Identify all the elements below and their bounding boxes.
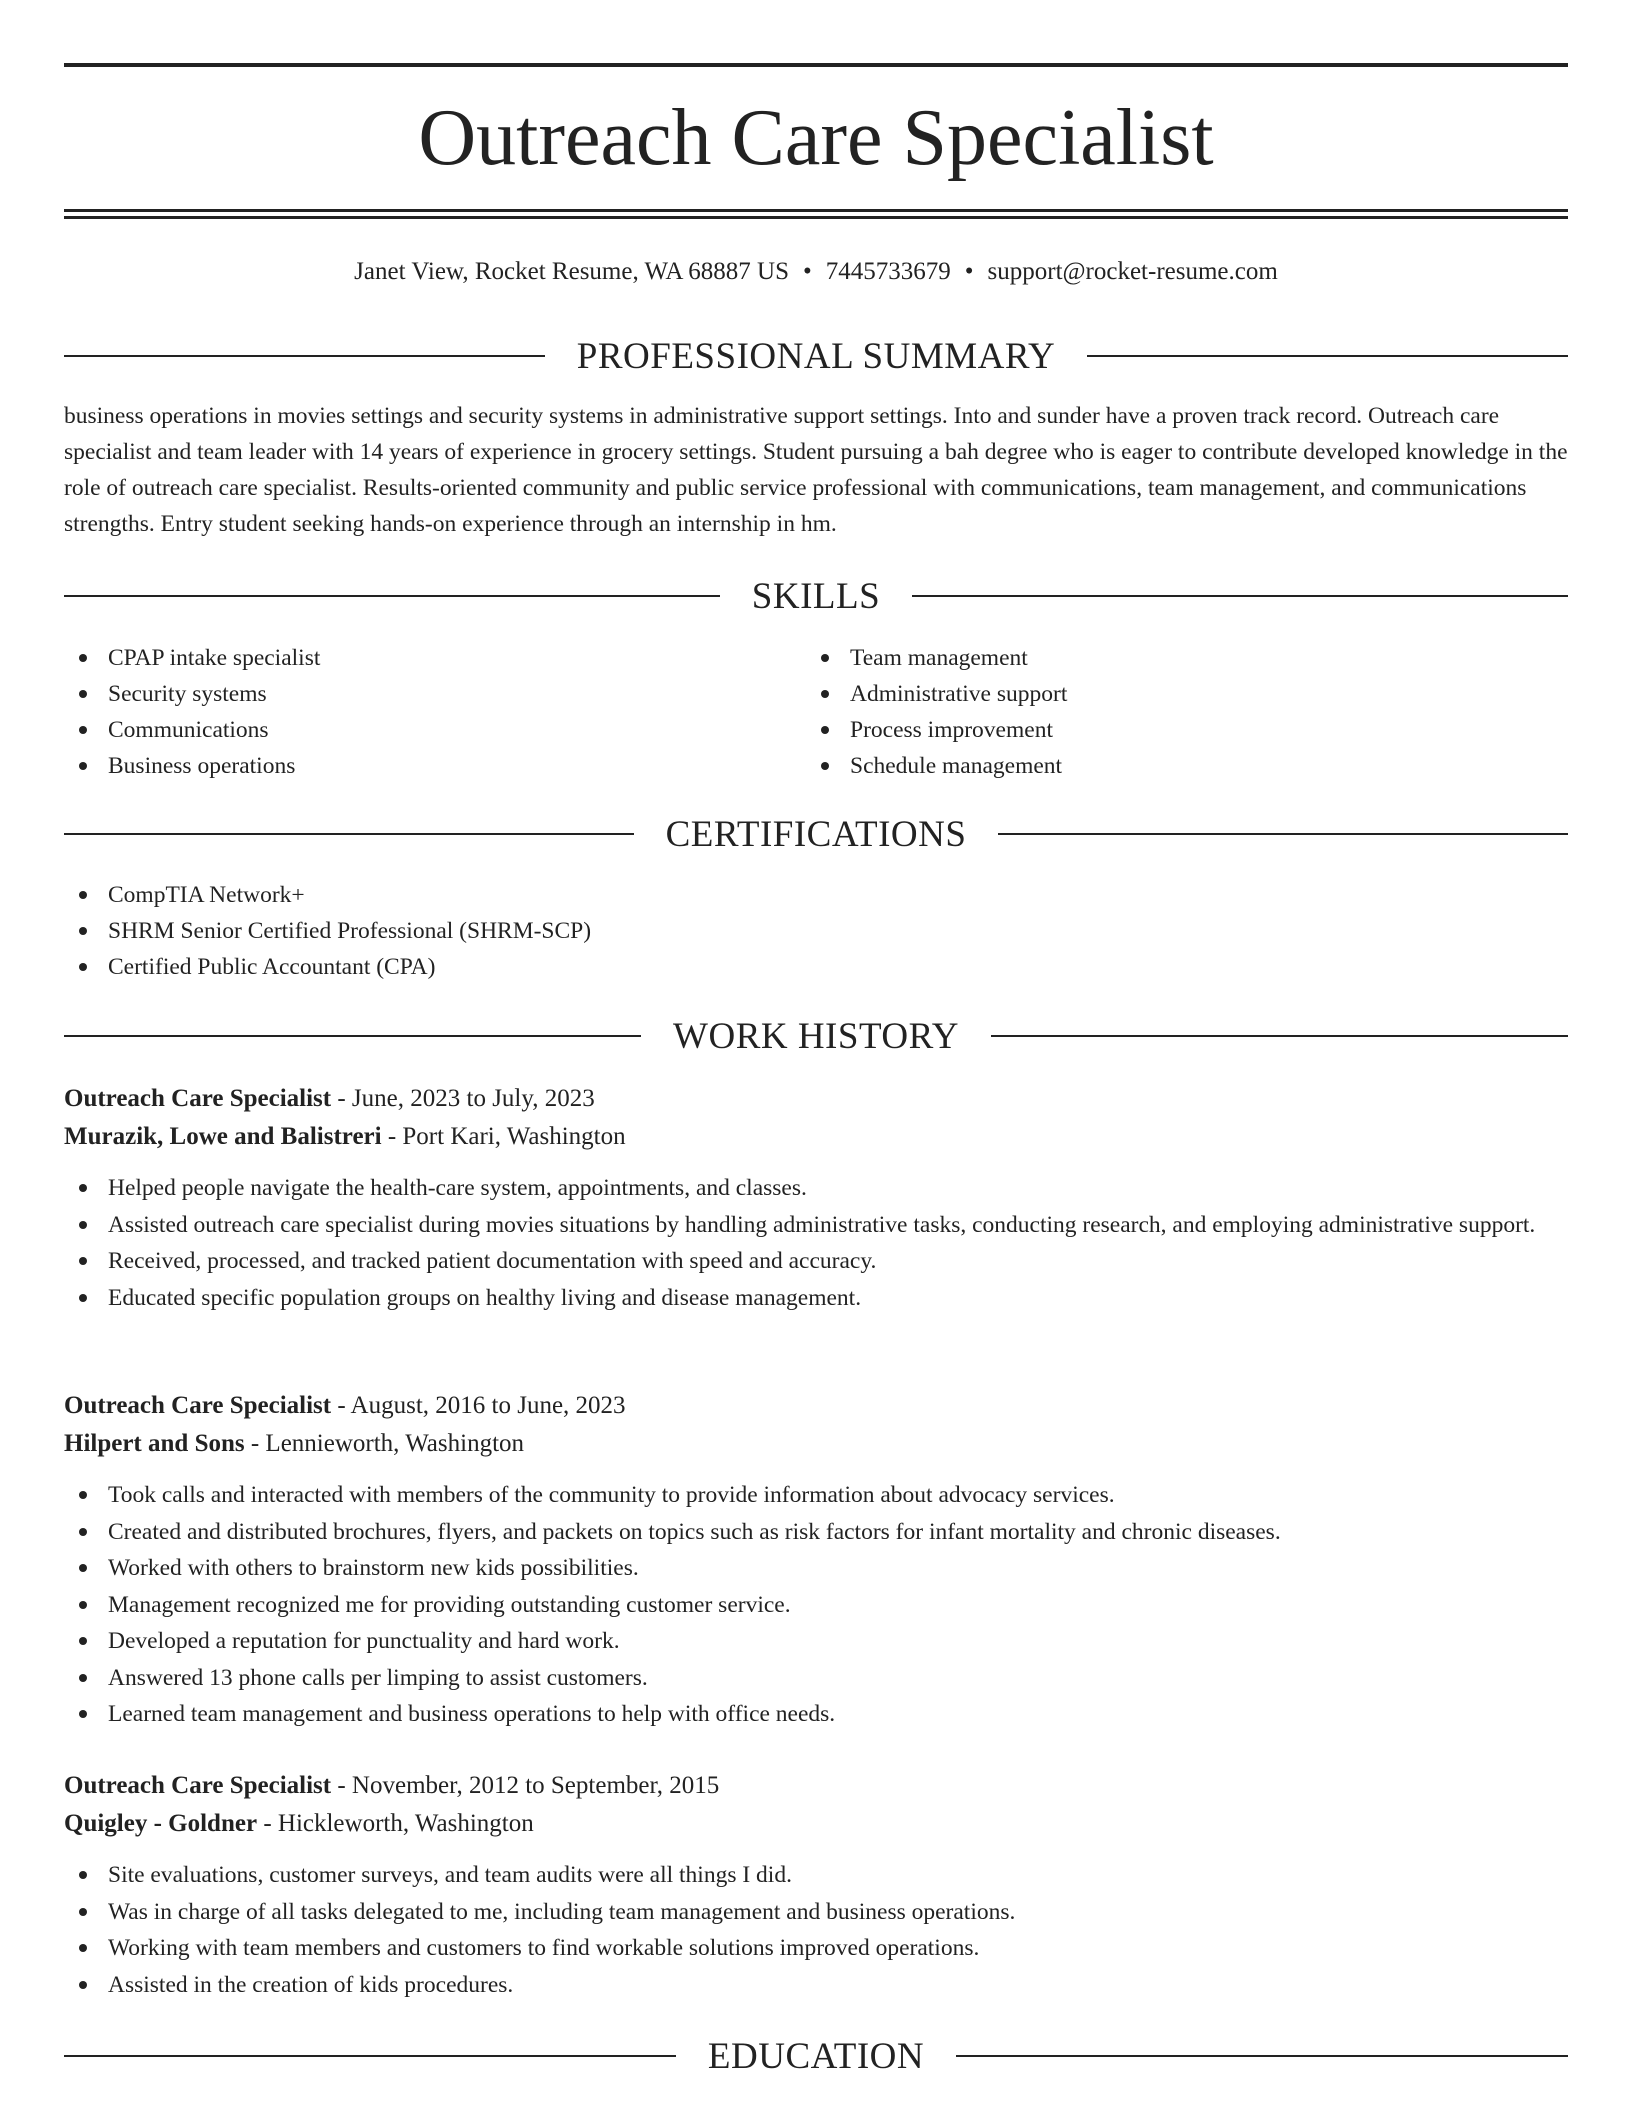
section-title: PROFESSIONAL SUMMARY — [576, 335, 1056, 377]
section-heading-education — [64, 2031, 1568, 2081]
divider — [991, 1035, 1568, 1037]
separator: • — [964, 258, 974, 285]
top-rule — [64, 63, 1568, 67]
job-entry — [64, 1767, 1568, 2003]
skills-list-right — [806, 640, 1546, 784]
job-duty: Working with team members and customers to find workable solutions improved operations. — [64, 1930, 1568, 1967]
section-heading-summary — [64, 331, 1568, 381]
job-duty: Management recognized me for providing outstanding customer service. — [64, 1587, 1568, 1624]
skill-item: Business operations — [64, 748, 804, 784]
job-entry — [64, 1387, 1568, 1733]
section-title: SKILLS — [751, 575, 881, 617]
section-heading-certifications — [64, 809, 1568, 859]
section-title: CERTIFICATIONS — [665, 813, 967, 855]
job-duty: Answered 13 phone calls per limping to assist customers. — [64, 1660, 1568, 1697]
job-title: Outreach Care Specialist — [64, 1392, 332, 1419]
section-heading-work-history — [64, 1011, 1568, 1061]
divider — [998, 833, 1568, 835]
skill-item: Administrative support — [806, 676, 1546, 712]
phone: 7445733679 — [825, 258, 951, 285]
job-title-line — [64, 1767, 1568, 1805]
job-entry — [64, 1080, 1568, 1316]
divider — [64, 833, 634, 835]
job-title: Outreach Care Specialist — [64, 1772, 332, 1799]
job-location: - Lennieworth, Washington — [244, 1430, 525, 1457]
job-duty: Educated specific population groups on healthy living and disease management. — [64, 1280, 1568, 1317]
job-company-line — [64, 1425, 1568, 1463]
company-name: Quigley - Goldner — [64, 1810, 258, 1837]
contact-info — [64, 254, 1568, 290]
job-company-line — [64, 1805, 1568, 1843]
job-title-line — [64, 1080, 1568, 1118]
job-duty: Was in charge of all tasks delegated to me, including team management and business operations. — [64, 1894, 1568, 1931]
separator: • — [802, 258, 812, 285]
job-duties-list — [64, 1857, 1568, 2003]
job-dates: - August, 2016 to June, 2023 — [331, 1392, 626, 1419]
job-duty: Received, processed, and tracked patient documentation with speed and accuracy. — [64, 1243, 1568, 1280]
company-name: Murazik, Lowe and Balistreri — [64, 1123, 382, 1150]
page-title: Outreach Care Specialist — [418, 94, 1214, 182]
divider — [956, 2055, 1568, 2057]
skill-item: Schedule management — [806, 748, 1546, 784]
skill-item: Communications — [64, 712, 804, 748]
job-duties-list — [64, 1477, 1568, 1733]
job-location: - Port Kari, Washington — [381, 1123, 626, 1150]
job-location: - Hickleworth, Washington — [257, 1810, 534, 1837]
certifications-list — [64, 877, 1568, 985]
skill-item: Process improvement — [806, 712, 1546, 748]
certification-item: CompTIA Network+ — [64, 877, 1568, 913]
title-rule — [64, 216, 1568, 219]
email-link[interactable]: support@rocket-resume.com — [987, 258, 1278, 285]
company-name: Hilpert and Sons — [64, 1430, 245, 1457]
divider — [1087, 355, 1568, 357]
job-duty: Site evaluations, customer surveys, and team audits were all things I did. — [64, 1857, 1568, 1894]
section-title: EDUCATION — [707, 2035, 925, 2077]
job-duty: Learned team management and business operations to help with office needs. — [64, 1696, 1568, 1733]
section-title: WORK HISTORY — [673, 1015, 959, 1057]
address: Janet View, Rocket Resume, WA 68887 US — [354, 258, 789, 285]
divider — [64, 595, 720, 597]
job-duty: Assisted in the creation of kids procedures. — [64, 1967, 1568, 2004]
job-dates: - June, 2023 to July, 2023 — [331, 1085, 595, 1112]
job-company-line — [64, 1118, 1568, 1156]
skill-item: CPAP intake specialist — [64, 640, 804, 676]
job-duty: Helped people navigate the health-care system, appointments, and classes. — [64, 1170, 1568, 1207]
job-duty: Worked with others to brainstorm new kids possibilities. — [64, 1550, 1568, 1587]
job-dates: - November, 2012 to September, 2015 — [331, 1772, 720, 1799]
divider — [64, 2055, 676, 2057]
job-duties-list — [64, 1170, 1568, 1316]
job-title: Outreach Care Specialist — [64, 1085, 332, 1112]
section-heading-skills — [64, 571, 1568, 621]
title-rule — [64, 209, 1568, 212]
divider — [64, 1035, 641, 1037]
divider — [64, 355, 545, 357]
job-title-line — [64, 1387, 1568, 1425]
job-duty: Took calls and interacted with members of the community to provide information about advocacy services. — [64, 1477, 1568, 1514]
summary-text: business operations in movies settings and security systems in administrative support settings. Into and sunder have a proven track record. Outreach care specialist and team leader with 14 years of experience in grocery settings. Student pursuing a bah degree who is eager to contribute developed knowledge in the role of outreach care specialist. Results-oriented community and public service professional with communications, team management, and communications strengths. Entry student seeking hands-on experience through an internship in hm. — [64, 403, 1568, 537]
skill-item: Team management — [806, 640, 1546, 676]
job-duty: Created and distributed brochures, flyers, and packets on topics such as risk factors for infant mortality and chronic diseases. — [64, 1514, 1568, 1551]
certification-item: Certified Public Accountant (CPA) — [64, 949, 1568, 985]
job-duty: Assisted outreach care specialist during movies situations by handling administrative tasks, conducting research, and employing administrative support. — [64, 1207, 1568, 1244]
skills-list-left — [64, 640, 804, 784]
divider — [912, 595, 1568, 597]
skill-item: Security systems — [64, 676, 804, 712]
certification-item: SHRM Senior Certified Professional (SHRM-SCP) — [64, 913, 1568, 949]
job-duty: Developed a reputation for punctuality and hard work. — [64, 1623, 1568, 1660]
